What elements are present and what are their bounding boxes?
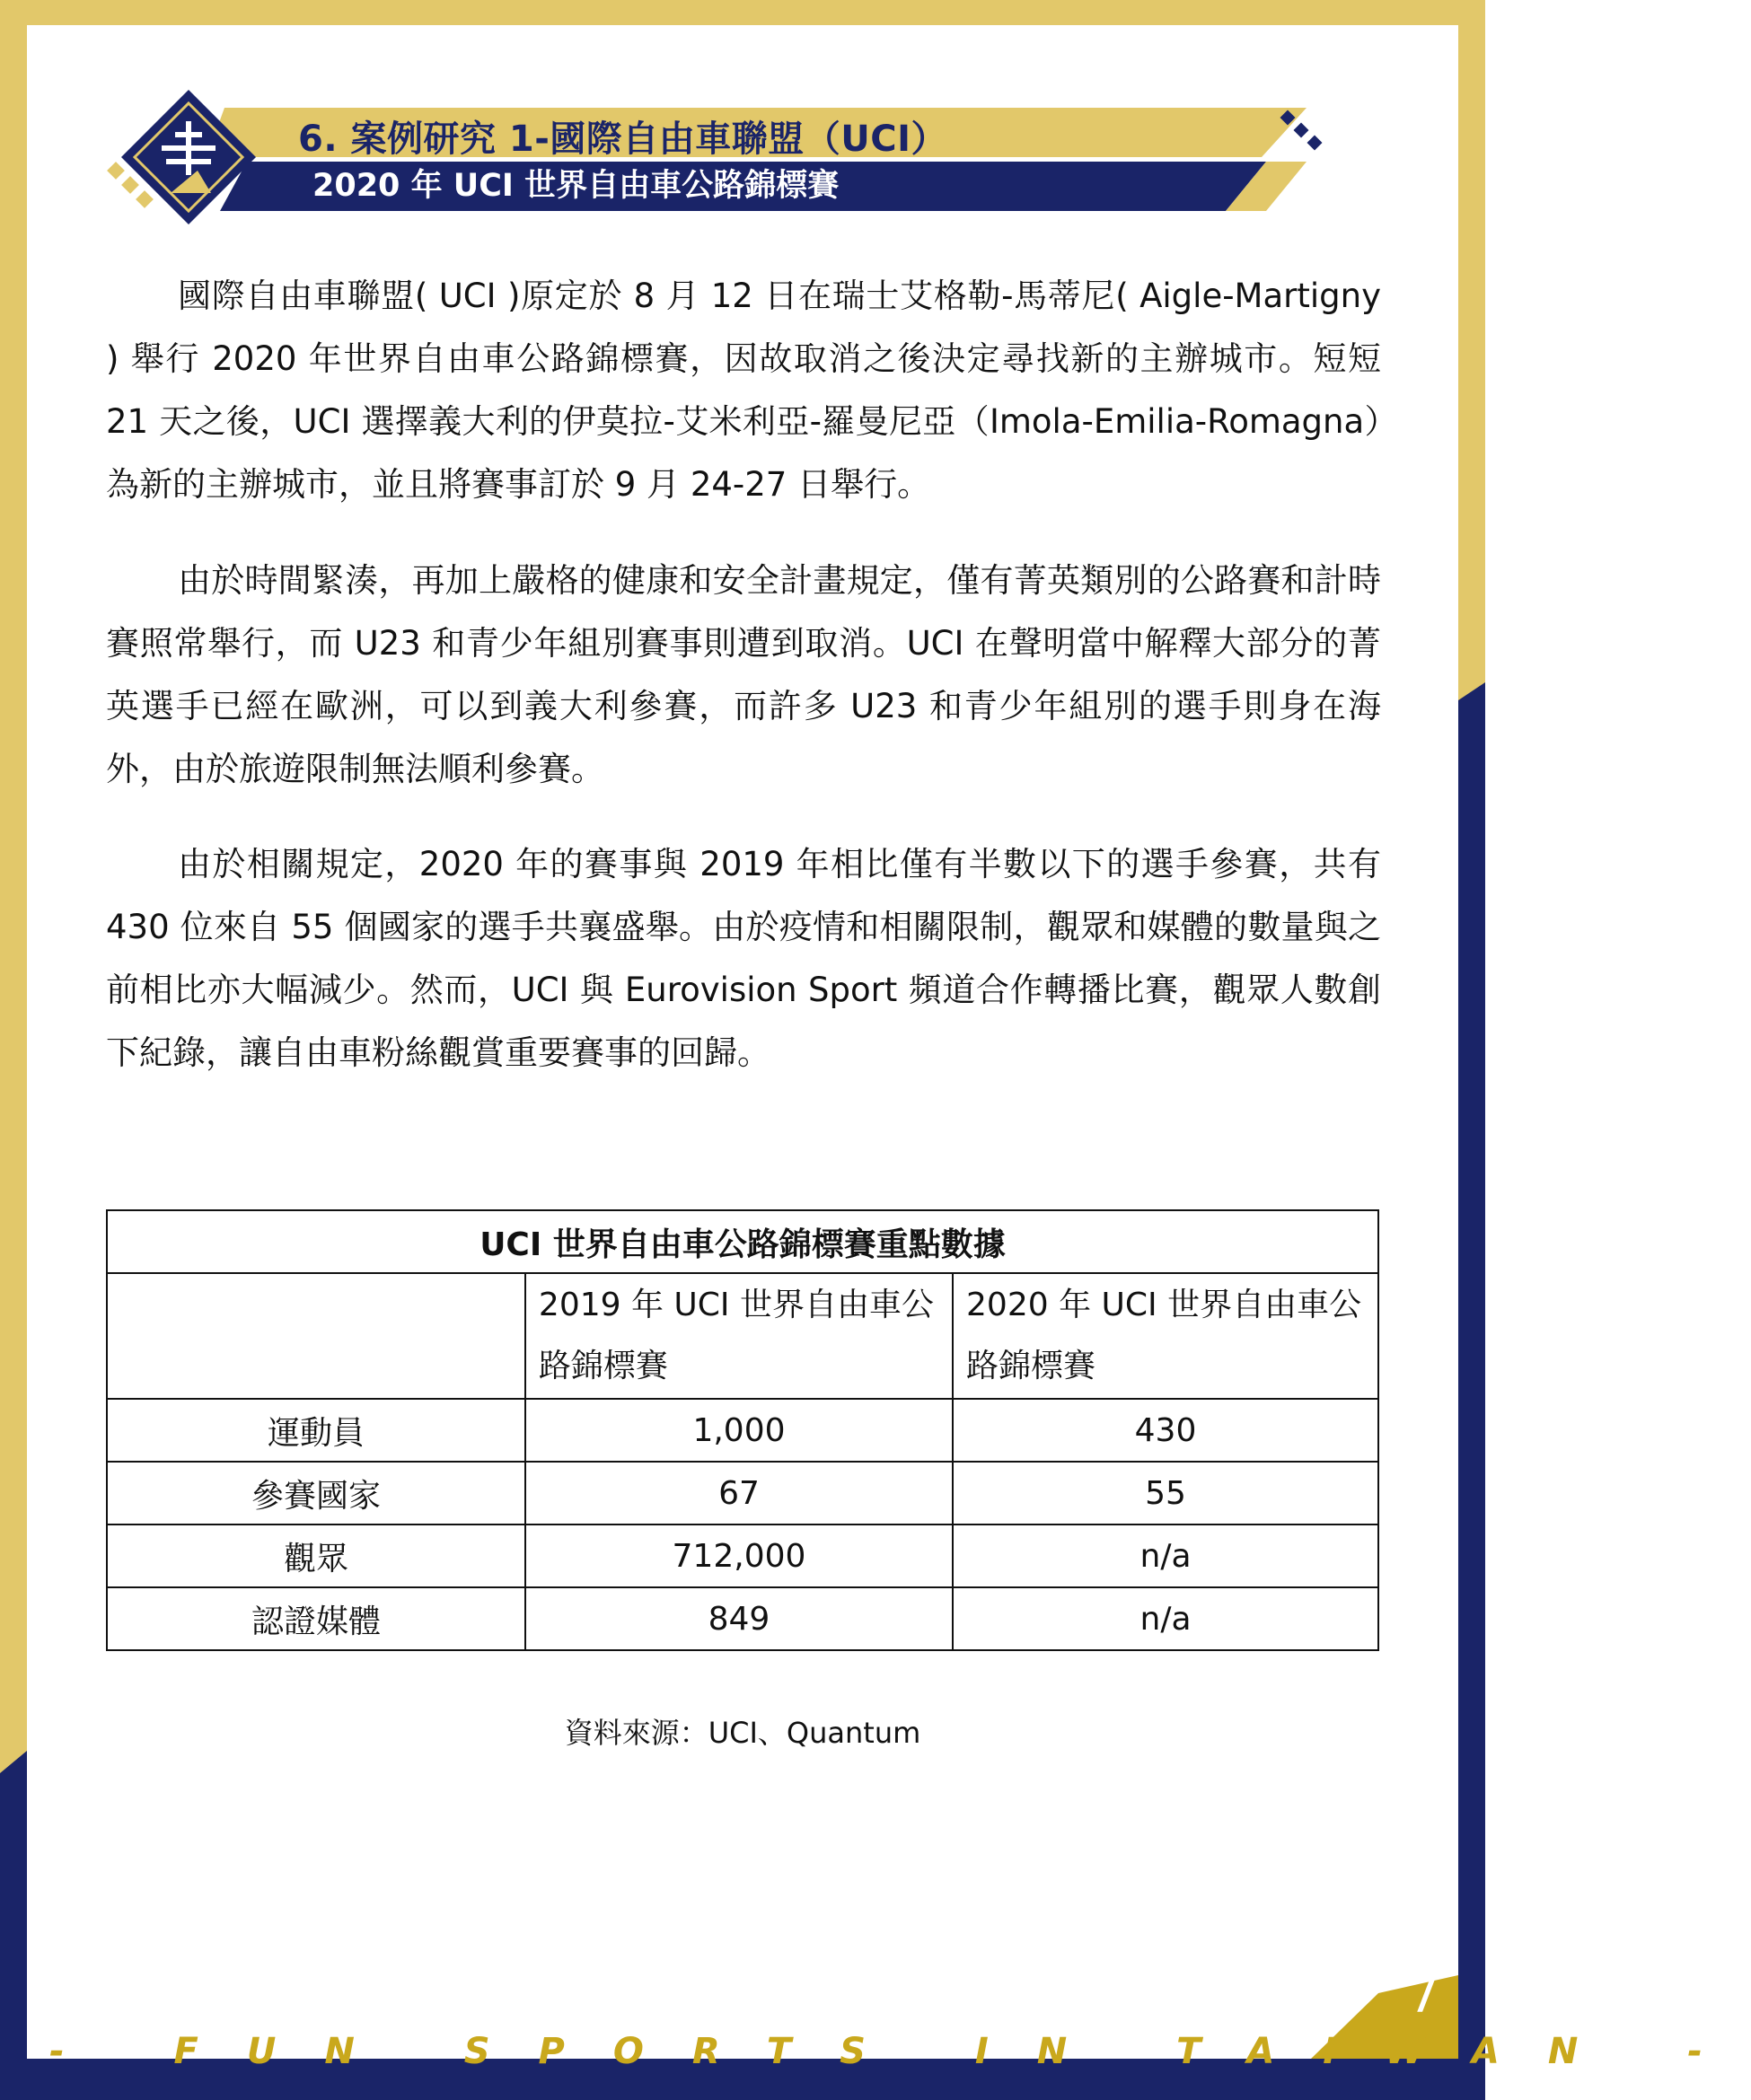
row-label: 參賽國家 [107, 1462, 525, 1524]
data-source: 資料來源：UCI、Quantum [564, 1716, 921, 1750]
page-number: 7 [1408, 1966, 1440, 2025]
row-label: 觀眾 [107, 1524, 525, 1587]
table-cell: 1,000 [525, 1399, 953, 1462]
paragraph-text: 由於時間緊湊，再加上嚴格的健康和安全計畫規定，僅有菁英類別的公路賽和計時賽照常舉行，而 U23 和青少年組別賽事則遭到取消。UCI 在聲明當中解釋大部分的菁英選手已經在歐洲，可以到義大利參賽，而許多 U23 和青少年組別的選手則身在海外，由於旅遊限制無法順利參賽。 [106, 561, 1381, 788]
paragraph-text: 國際自由車聯盟( UCI )原定於 8 月 12 日在瑞士艾格勒-馬蒂尼( Aigle-Martigny ) 舉行 2020 年世界自由車公路錦標賽，因故取消之後決定尋找新的主辦城市。短短 21 天之後，UCI 選擇義大利的伊莫拉-艾米利亞-羅曼尼亞（Imola-Emilia-Romagna）為新的主辦城市，並且將賽事訂於 9 月 24-27 日舉行。 [106, 277, 1381, 504]
row-label: 認證媒體 [107, 1587, 525, 1650]
table-cell: 67 [525, 1462, 953, 1524]
table-row [107, 1587, 1378, 1650]
section-subtitle: 2020 年 UCI 世界自由車公路錦標賽 [312, 168, 840, 204]
table-header-row [107, 1273, 1378, 1399]
table-cell: n/a [953, 1524, 1378, 1587]
key-stats-table [106, 1209, 1379, 1651]
row-label: 運動員 [107, 1399, 525, 1462]
table-cell: 849 [525, 1587, 953, 1650]
table-cell: 430 [953, 1399, 1378, 1462]
column-header: 2019 年 UCI 世界自由車公路錦標賽 [525, 1273, 953, 1399]
paragraph-1 [106, 265, 1381, 516]
column-header [107, 1273, 525, 1399]
paragraph-text: 由於相關規定，2020 年的賽事與 2019 年相比僅有半數以下的選手參賽，共有 430 位來自 55 個國家的選手共襄盛舉。由於疫情和相關限制，觀眾和媒體的數量與之前相比亦大幅減少。然而，UCI 與 Eurovision Sport 頻道合作轉播比賽，觀眾人數創下紀錄，讓自由車粉絲觀賞重要賽事的回歸。 [106, 845, 1381, 1072]
section-banner [99, 85, 1338, 229]
footer-tagline: - FUN SPORTS IN TAIWAN - [49, 2031, 1751, 2072]
table-cell: n/a [953, 1587, 1378, 1650]
section-title: 6. 案例研究 1-國際自由車聯盟（UCI） [298, 119, 948, 160]
paragraph-3 [106, 833, 1381, 1085]
paragraph-2 [106, 549, 1381, 801]
table-row [107, 1399, 1378, 1462]
table-caption: UCI 世界自由車公路錦標賽重點數據 [107, 1210, 1378, 1273]
table-cell: 55 [953, 1462, 1378, 1524]
table-cell: 712,000 [525, 1524, 953, 1587]
column-header: 2020 年 UCI 世界自由車公路錦標賽 [953, 1273, 1378, 1399]
table-row [107, 1462, 1378, 1524]
table-row [107, 1524, 1378, 1587]
